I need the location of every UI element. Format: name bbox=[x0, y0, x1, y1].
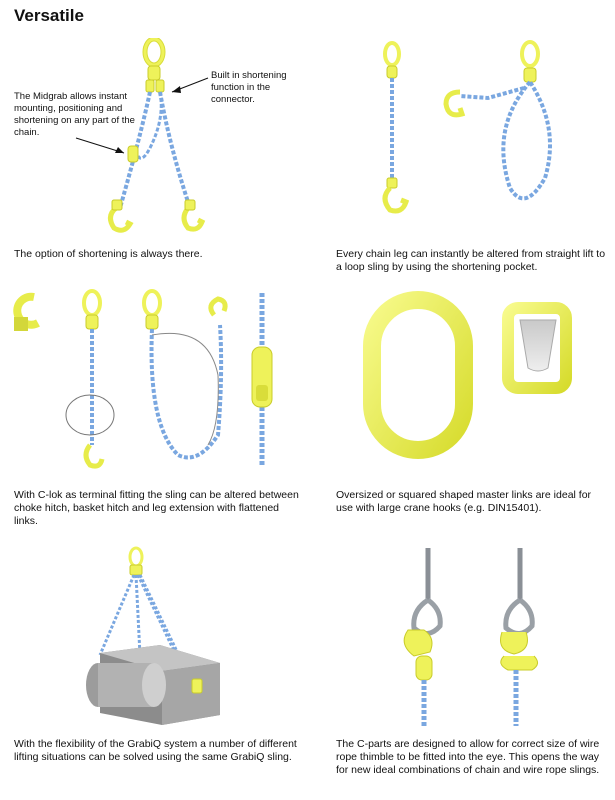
caption-4: Oversized or squared shaped master links are ideal for use with large crane hooks (e.g. DIN15401). bbox=[336, 489, 592, 514]
caption-5: With the flexibility of the GrabiQ system a number of different lifting situations can be solved using the same GrabiQ sling. bbox=[14, 738, 297, 763]
master-links-illustration bbox=[360, 290, 590, 460]
caption-6: The C-parts are designed to allow for correct size of wire rope thimble to be fitted into the eye. This opens the way for new ideal combinations of chain and wire rope slings. bbox=[336, 738, 600, 776]
page-title: Versatile bbox=[14, 6, 84, 25]
shortening-annotation: Built in shortening function in the connector. bbox=[211, 70, 287, 105]
caption-1: The option of shortening is always there. bbox=[14, 248, 203, 260]
midgrab-annotation: The Midgrab allows instant mounting, positioning and shortening on any part of the chain. bbox=[14, 91, 135, 138]
wire-rope-illustration bbox=[380, 548, 580, 728]
caption-3: With C-lok as terminal fitting the sling can be altered between choke hitch, basket hitch and leg extension with flattened links. bbox=[14, 489, 299, 527]
lifting-load-illustration bbox=[80, 545, 230, 735]
c-lok-illustration bbox=[8, 285, 298, 475]
caption-2: Every chain leg can instantly be altered from straight lift to a loop sling by using the shortening pocket. bbox=[336, 248, 606, 273]
loop-sling-illustration bbox=[370, 38, 570, 218]
